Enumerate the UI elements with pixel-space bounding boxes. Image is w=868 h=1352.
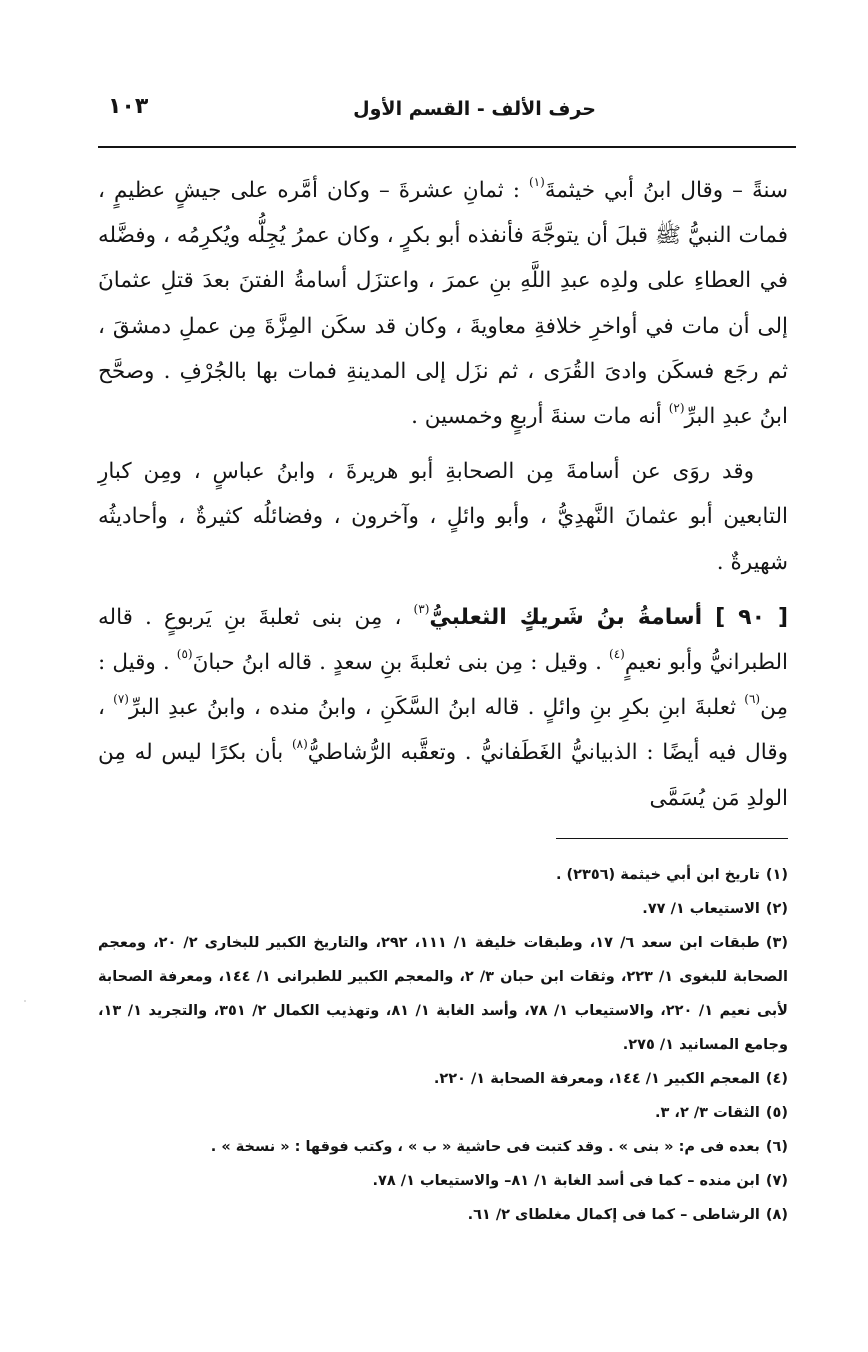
footnote-separator (556, 838, 788, 839)
footnote-2 (98, 892, 788, 926)
footnote-text: طبقات ابن سعد ٦/ ١٧، وطبقات خليفة ١/ ١١١، ٢٩٢، والتاريخ الكبير للبخارى ٢/ ٢٠، ومعجم الصحابة للبغوى ١/ ٢٢٣، وثقات ابن حبان ٣/ ٢، والمعجم الكبير للطبرانى ١/ ١٤٤، ومعرفة الصحابة لأبى نعيم ١/ ٢٢٠، والاستيعاب ١/ ٧٨، وأسد الغابة ١/ ٨١، وتهذيب الكمال ٢/ ٣٥١، والتجريد ١/ ١٣، وجامع المسانيد ١/ ٢٧٥. (98, 935, 788, 1053)
header-rule (98, 146, 796, 148)
footnote-text: الاستيعاب ١/ ٧٧. (642, 901, 760, 917)
entry-90 (98, 595, 788, 821)
paragraph-2 (98, 449, 788, 585)
entry-text-8: ، وقال فيه أيضًا : الذبيانيُّ الغَطَفانيُّ . وتعقَّبه الرُّشاطيُّ (98, 695, 788, 766)
footnote-text: ابن منده – كما فى أسد الغابة ١/ ٨١– والاستيعاب ١/ ٧٨. (372, 1173, 760, 1189)
footnote-ref-2: (٢) (668, 401, 685, 416)
footnotes (98, 858, 788, 1232)
footnote-3 (98, 926, 788, 1062)
footnote-text: تاريخ ابن أبي خيثمة (٢٣٥٦) . (555, 867, 760, 883)
footnote-number: (١) (765, 867, 788, 883)
footnote-text: الرشاطى – كما فى إكمال مغلطاى ٢/ ٦١. (467, 1207, 760, 1223)
footnote-ref-6: (٦) (744, 692, 761, 707)
footnote-ref-3: (٣) (413, 602, 430, 617)
running-head: حرف الألف - القسم الأول (353, 98, 596, 120)
page-number: ١٠٣ (108, 94, 149, 119)
paragraph-1-text-3: أنه مات سنةَ أربعٍ وخمسين . (411, 404, 669, 430)
entry-text-6: . وقيل : مِن (98, 650, 788, 721)
footnote-text: بعده فى م: « بنى » . وقد كتبت فى حاشية « ب » ، وكتب فوقها : « نسخة » . (210, 1139, 760, 1155)
footnote-1 (98, 858, 788, 892)
scan-speck (24, 1000, 26, 1002)
footnote-number: (٨) (765, 1207, 788, 1223)
paragraph-2-text: وقد روَى عن أسامةَ مِن الصحابةِ أبو هريرةَ ، وابنُ عباسٍ ، ومِن كبارِ التابعين أبو عثمانَ النَّهدِيُّ ، وأبو وائلٍ ، وآخرون ، وفضائلُه كثيرةٌ ، وأحاديثُه شهيرةٌ . (98, 459, 788, 575)
footnote-ref-4: (٤) (609, 647, 625, 662)
footnote-ref-7: (٧) (113, 692, 129, 707)
footnote-number: (٢) (765, 901, 788, 917)
footnote-5 (98, 1096, 788, 1130)
main-text (98, 168, 788, 821)
entry-text-7: ثعلبةَ ابنِ بكرِ بنِ وائلٍ . قاله ابنُ السَّكَنِ ، وابنُ منده ، وابنُ عبدِ البرِّ (128, 695, 745, 721)
entry-name: أسامةُ بنُ شَريكٍ الثعلبيُّ (429, 604, 716, 630)
footnote-8 (98, 1198, 788, 1232)
footnote-text: الثقات ٣/ ٢، ٣. (655, 1105, 760, 1121)
footnote-number: (٧) (765, 1173, 788, 1189)
entry-number: [ ٩٠ ] (715, 604, 789, 630)
entry-text-9: بأن بكرًا ليس له مِن الولدِ مَن يُسَمَّى (98, 740, 788, 811)
page-header (98, 92, 796, 128)
footnote-number: (٥) (765, 1105, 788, 1121)
footnote-text: المعجم الكبير ١/ ١٤٤، ومعرفة الصحابة ١/ ٢٢٠. (433, 1071, 760, 1087)
paragraph-1-text-2: : ثمانِ عشرةَ – وكان أمَّره على جيشٍ عظيمٍ ، فمات النبيُّ ﷺ قبلَ أن يتوجَّهَ فأنفذه أبو بكرٍ ، وكان عمرُ يُجِلُّه ويُكرِمُه ، وفضَّله في العطاءِ على ولدِه عبدِ اللَّهِ بنِ عمرَ ، واعتزَل أسامةُ الفتنَ بعدَ قتلِ عثمانَ إلى أن مات في أواخرِ خلافةِ معاويةَ ، وكان قد سكَن المِزَّةَ مِن عملِ دمشقَ ، ثم رجَع فسكَن وادىَ القُرَى ، ثم نزَل إلى المدينةِ فمات بها بالجُرْفِ . وصحَّح ابنُ عبدِ البرِّ (98, 178, 788, 430)
footnote-number: (٦) (765, 1139, 788, 1155)
footnote-number: (٤) (765, 1071, 788, 1087)
footnote-number: (٣) (765, 935, 788, 951)
footnote-ref-1: (١) (528, 175, 545, 190)
entry-text-4: ، مِن بنى ثعلبةَ بنِ يَربوعٍ . قاله الطبرانيُّ وأبو نعيمٍ (98, 604, 788, 676)
footnote-ref-8: (٨) (291, 737, 308, 752)
paragraph-1-text-1: سنةً – وقال ابنُ أبي خيثمةَ (544, 178, 788, 203)
footnote-4 (98, 1062, 788, 1096)
footnote-7 (98, 1164, 788, 1198)
entry-text-5: . وقيل : مِن بنى ثعلبةَ بنِ سعدٍ . قاله ابنُ حبانَ (192, 650, 609, 676)
footnote-6 (98, 1130, 788, 1164)
footnote-ref-5: (٥) (176, 647, 193, 662)
paragraph-1 (98, 168, 788, 439)
